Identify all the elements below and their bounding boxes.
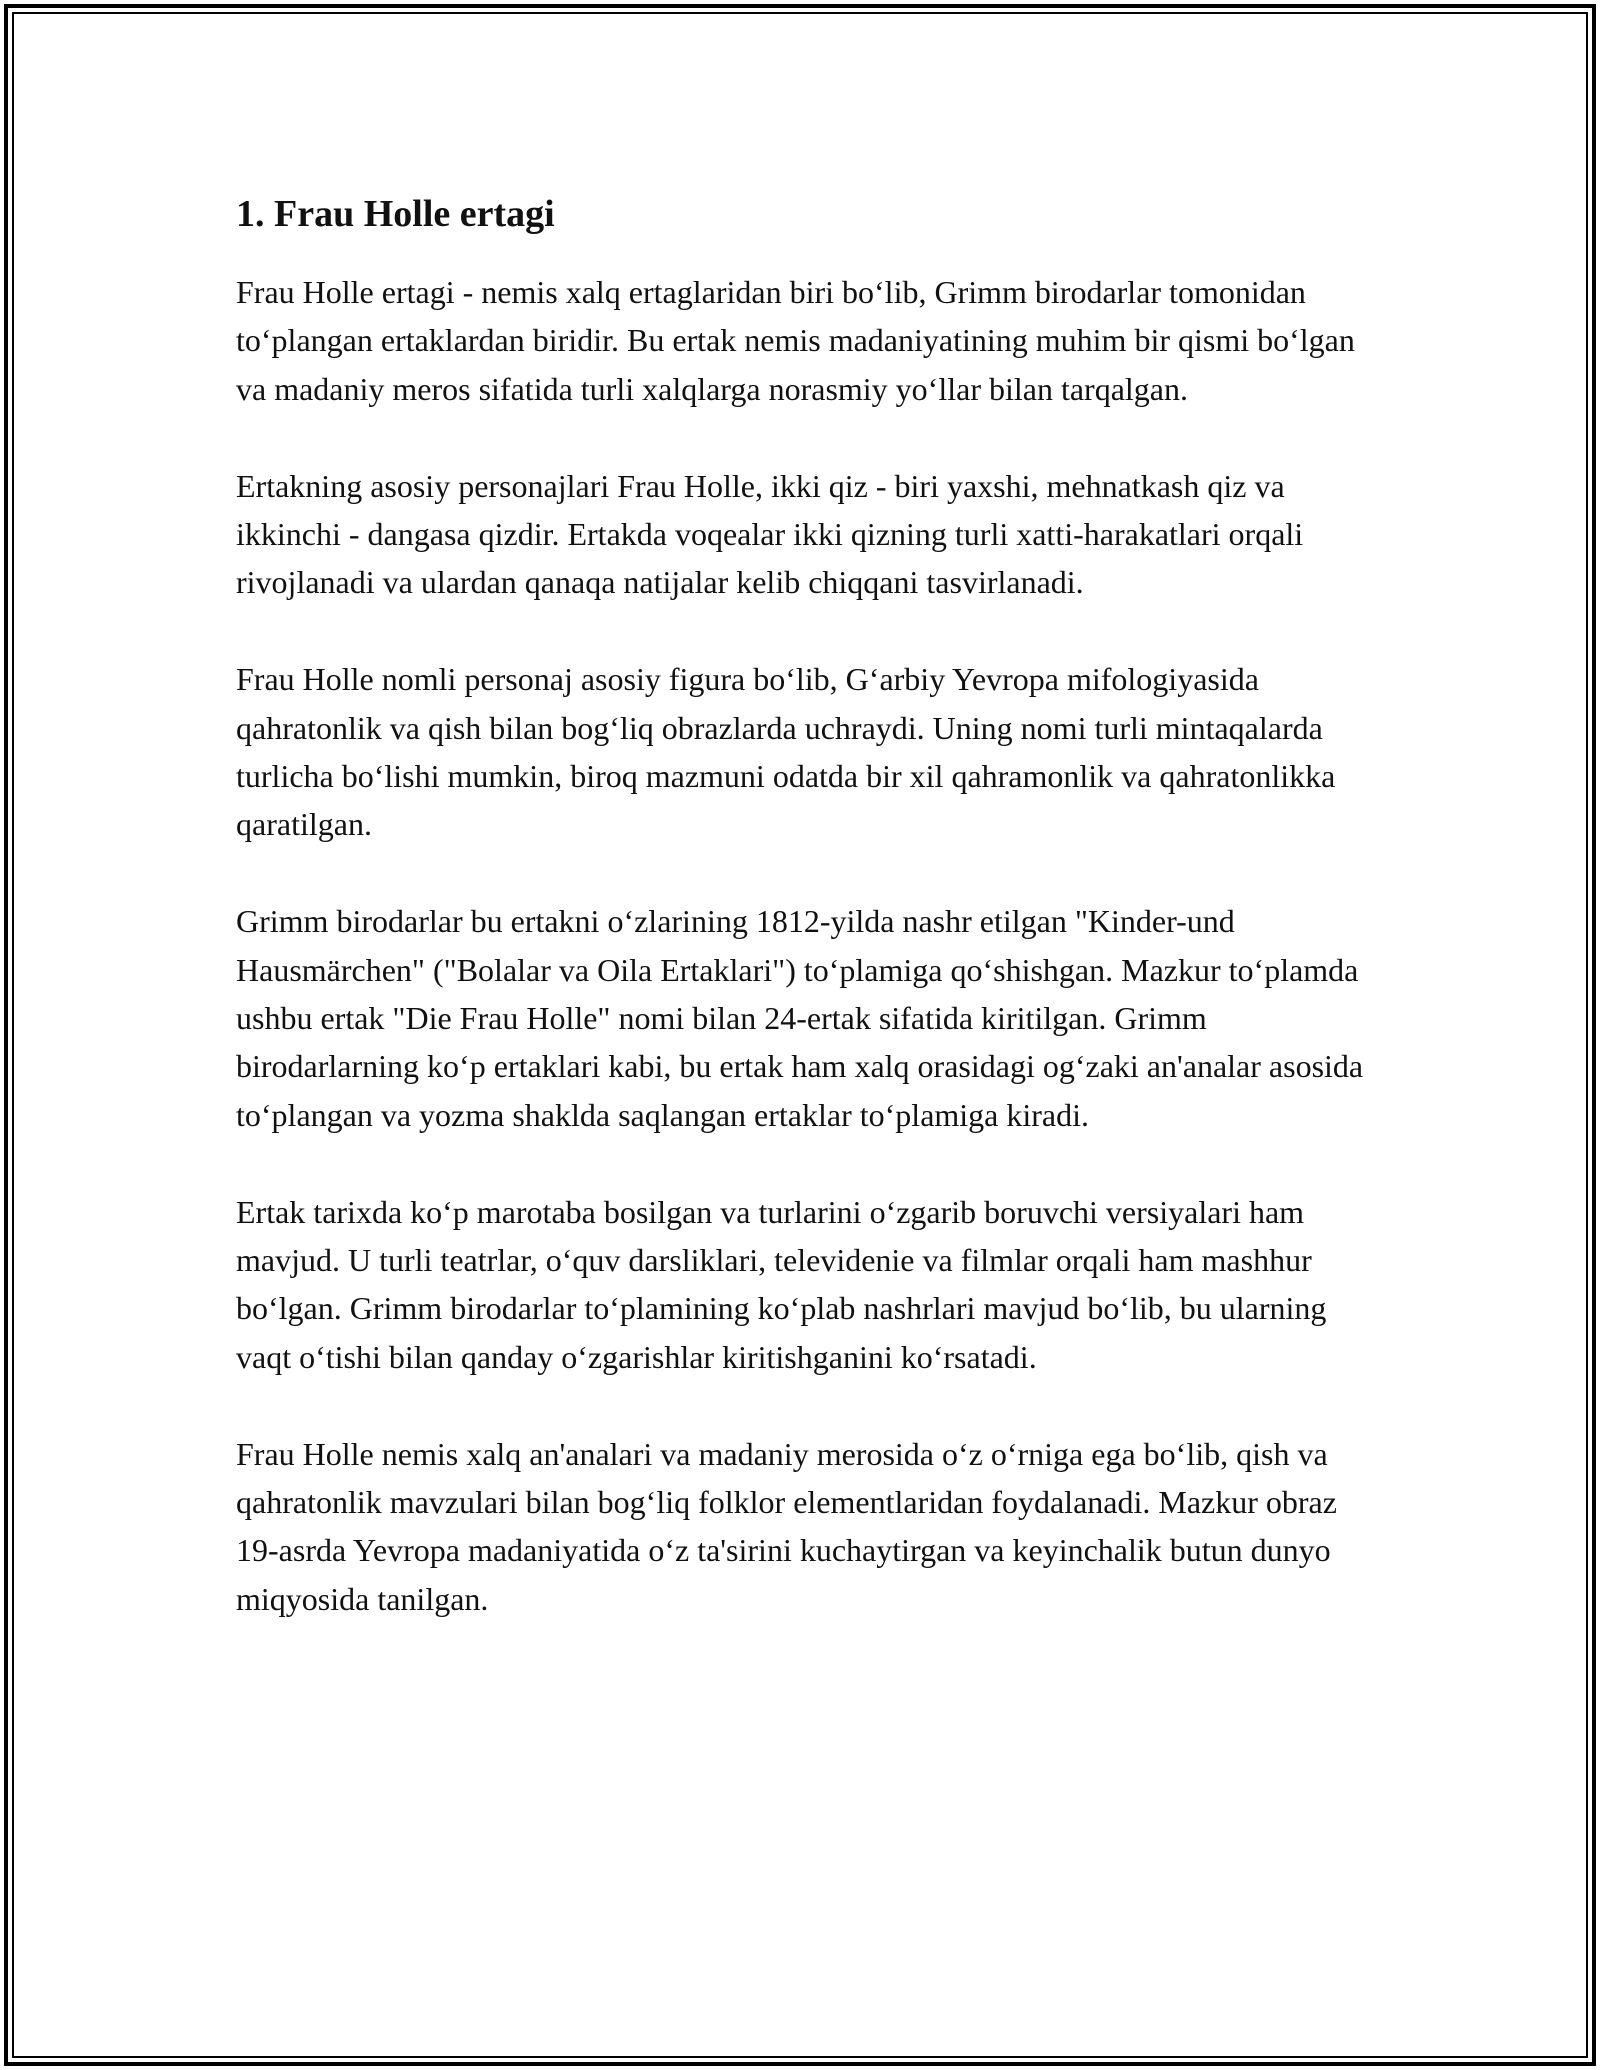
paragraph-1: Frau Holle ertagi - nemis xalq ertaglaridan biri bo‘lib, Grimm birodarlar tomonidan to‘plangan ertaklardan biridir. Bu ertak nemis madaniyatining muhim bir qismi bo‘lgan va madaniy meros sifatida turli xalqlarga norasmiy yo‘llar bilan tarqalgan. xyxy=(236,274,1355,407)
document-body xyxy=(236,186,1366,1672)
paragraph-6: Frau Holle nemis xalq an'analari va madaniy merosida o‘z o‘rniga ega bo‘lib, qish va qahratonlik mavzulari bilan bog‘liq folklor elementlaridan foydalanadi. Mazkur obraz 19-asrda Yevropa madaniyatida o‘z ta'sirini kuchaytirgan va keyinchalik butun dunyo miqyosida tanilgan. xyxy=(236,1435,1337,1617)
paragraph-2: Ertakning asosiy personajlari Frau Holle, ikki qiz - biri yaxshi, mehnatkash qiz va ikkinchi - dangasa qizdir. Ertakda voqealar ikki qizning turli xatti-harakatlari orqali rivojlanadi va ulardan qanaqa natijalar kelib chiqqani tasvirlanadi. xyxy=(236,467,1304,601)
paragraph-3: Frau Holle nomli personaj asosiy figura bo‘lib, G‘arbiy Yevropa mifologiyasida qahratonlik va qish bilan bog‘liq obrazlarda uchraydi. Uning nomi turli mintaqalarda turlicha bo‘lishi mumkin, biroq mazmuni odatda bir xil qahramonlik va qahratonlikka qaratilgan. xyxy=(236,661,1336,843)
paragraph-5: Ertak tarixda ko‘p marotaba bosilgan va turlarini o‘zgarib boruvchi versiyalari ham mavjud. U turli teatrlar, o‘quv darsliklari, televidenie va filmlar orqali ham mashhur bo‘lgan. Grimm birodarlar to‘plamining ko‘plab nashrlari mavjud bo‘lib, bu ularning vaqt o‘tishi bilan qanday o‘zgarishlar kiritishganini ko‘rsatadi. xyxy=(236,1193,1327,1375)
paragraph-4: Grimm birodarlar bu ertakni o‘zlarining 1812-yilda nashr etilgan "Kinder-und Hausmärchen" ("Bolalar va Oila Ertaklari") to‘plamiga qo‘shishgan. Mazkur to‘plamda ushbu ertak "Die Frau Holle" nomi bilan 24-ertak sifatida kiritilgan. Grimm birodarlarning ko‘p ertaklari kabi, bu ertak ham xalq orasidagi og‘zaki an'analar asosida to‘plangan va yozma shaklda saqlangan ertaklar to‘plamiga kiradi. xyxy=(236,903,1364,1133)
section-heading: 1. Frau Holle ertagi xyxy=(236,193,555,235)
